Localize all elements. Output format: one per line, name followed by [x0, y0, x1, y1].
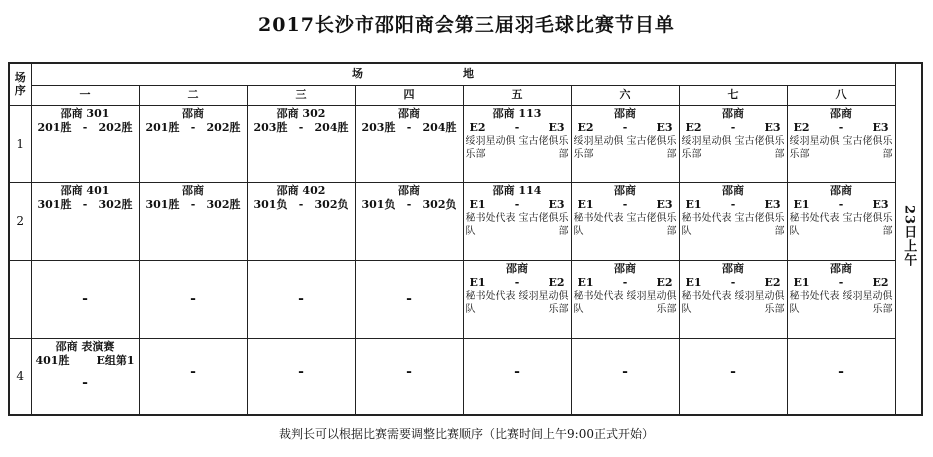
team-left-name: 绥羽星动俱乐部 [573, 135, 624, 160]
match-title: 邵商 [182, 183, 204, 197]
match-cell [787, 105, 895, 182]
match-title: 邵商 301 [60, 106, 110, 120]
team-left: E1 [577, 197, 594, 211]
match-cell [247, 182, 355, 260]
match-title: 邵商 401 [60, 183, 110, 197]
match-teams [572, 276, 679, 290]
vs-dash: - [82, 120, 88, 134]
court-header-row [9, 85, 922, 105]
round-number: 2 [9, 182, 31, 260]
team-right: E3 [548, 197, 565, 211]
vs-dash: - [406, 197, 412, 211]
match-teams [464, 121, 571, 135]
match-title: 邵商 302 [276, 106, 326, 120]
empty-cell: - [247, 260, 355, 338]
team-left-name: 秘书处代表队 [681, 290, 732, 315]
empty-dash: - [622, 363, 628, 380]
team-left: E2 [577, 120, 594, 134]
match-teams [356, 198, 463, 212]
match-teams [32, 198, 139, 212]
vs-dash: - [514, 120, 520, 134]
team-left-name: 绥羽星动俱乐部 [465, 135, 516, 160]
team-right: 204胜 [314, 120, 349, 134]
match-cell [571, 105, 679, 182]
team-names [788, 212, 895, 238]
empty-cell [247, 338, 355, 415]
team-right: E组第1 [96, 353, 135, 367]
footer-note: 裁判长可以根据比赛需要调整比赛顺序（比赛时间上午9:00正式开始） [279, 427, 654, 441]
team-right: 302胜 [98, 197, 133, 211]
match-teams [788, 121, 895, 135]
vs-dash: - [622, 275, 628, 289]
match-teams [572, 198, 679, 212]
vs-dash: - [838, 120, 844, 134]
vs-dash: - [730, 275, 736, 289]
team-names [572, 212, 679, 238]
court-header-3: 三 [247, 85, 355, 105]
team-right: 302负 [422, 197, 457, 211]
team-left-name: 秘书处代表队 [465, 212, 516, 237]
vs-dash: - [622, 197, 628, 211]
match-teams [572, 121, 679, 135]
vs-dash: - [838, 275, 844, 289]
match-title: 邵商 [614, 183, 636, 197]
team-right-name: 绥羽星动俱乐部 [626, 290, 677, 315]
match-title: 邵商 113 [492, 106, 542, 120]
vs-dash: - [82, 197, 88, 211]
team-left-name: 绥羽星动俱乐部 [789, 135, 840, 160]
team-left: E1 [469, 275, 486, 289]
date-label: 23日上午 [901, 205, 917, 268]
match-cell [139, 182, 247, 260]
match-cell [463, 182, 571, 260]
vs-dash: - [514, 197, 520, 211]
team-names [572, 290, 679, 316]
team-right-name: 宝古佬俱乐部 [734, 135, 785, 160]
match-cell [31, 182, 139, 260]
match-teams [788, 198, 895, 212]
match-cell [139, 105, 247, 182]
empty-dash: - [190, 363, 196, 380]
round-number: 4 [9, 338, 31, 415]
team-right: 302胜 [206, 197, 241, 211]
match-teams [356, 121, 463, 135]
team-right-name: 宝古佬俱乐部 [626, 135, 677, 160]
empty-cell: - [139, 260, 247, 338]
vs-dash: - [190, 197, 196, 211]
team-right: 204胜 [422, 120, 457, 134]
team-left: E1 [793, 275, 810, 289]
empty-dash: - [406, 363, 412, 380]
vs-dash: - [730, 197, 736, 211]
exhibition-dash: - [82, 374, 88, 391]
team-right-name: 宝古佬俱乐部 [626, 212, 677, 237]
match-title: 邵商 114 [492, 183, 542, 197]
team-left-name: 秘书处代表队 [789, 290, 840, 315]
match-title: 邵商 [722, 106, 744, 120]
empty-cell: - [355, 260, 463, 338]
venue-label: 场地 [352, 67, 574, 81]
team-right: E3 [872, 197, 889, 211]
team-names [680, 212, 787, 238]
match-teams [680, 198, 787, 212]
empty-dash: - [298, 363, 304, 380]
team-right: E3 [656, 120, 673, 134]
schedule-table [8, 62, 923, 416]
match-cell [679, 105, 787, 182]
team-right: E2 [872, 275, 889, 289]
team-right-name: 宝古佬俱乐部 [842, 212, 893, 237]
team-names [572, 135, 679, 161]
match-cell [463, 260, 571, 338]
empty-cell [463, 338, 571, 415]
court-header-2: 二 [139, 85, 247, 105]
venue-header [31, 63, 895, 85]
match-cell [463, 105, 571, 182]
team-right: E3 [548, 120, 565, 134]
team-right-name: 绥羽星动俱乐部 [518, 290, 569, 315]
team-right: E2 [656, 275, 673, 289]
vs-dash: - [622, 120, 628, 134]
match-teams [32, 121, 139, 135]
team-left: E1 [685, 275, 702, 289]
vs-dash: - [406, 120, 412, 134]
match-title: 邵商 [614, 261, 636, 275]
match-cell [355, 182, 463, 260]
team-names [464, 135, 571, 161]
match-teams [140, 198, 247, 212]
team-left: E1 [577, 275, 594, 289]
round-row-2 [9, 182, 922, 260]
team-names [788, 135, 895, 161]
exhibition-title: 邵商 表演赛 [55, 339, 115, 353]
round-row-1 [9, 105, 922, 182]
team-right-name: 宝古佬俱乐部 [842, 135, 893, 160]
team-names [680, 135, 787, 161]
court-header-7: 七 [679, 85, 787, 105]
round-row-4 [9, 338, 922, 415]
match-teams [788, 276, 895, 290]
match-title: 邵商 [398, 183, 420, 197]
match-teams [248, 198, 355, 212]
team-left: 301负 [361, 197, 396, 211]
round-row-3 [9, 260, 922, 338]
team-left: E1 [685, 197, 702, 211]
match-cell [787, 182, 895, 260]
empty-dash: - [514, 363, 520, 380]
team-left: E1 [469, 197, 486, 211]
match-title: 邵商 [830, 183, 852, 197]
team-right: E3 [764, 120, 781, 134]
team-right: 302负 [314, 197, 349, 211]
match-cell [679, 260, 787, 338]
exhibition-teams [32, 354, 139, 368]
match-title: 邵商 [830, 261, 852, 275]
court-header-5: 五 [463, 85, 571, 105]
team-names [788, 290, 895, 316]
team-right: E3 [764, 197, 781, 211]
match-teams [464, 276, 571, 290]
vs-dash: - [190, 120, 196, 134]
team-right-name: 宝古佬俱乐部 [518, 212, 569, 237]
match-cell [571, 182, 679, 260]
team-left: E2 [793, 120, 810, 134]
match-teams [680, 276, 787, 290]
match-cell [679, 182, 787, 260]
team-left-name: 秘书处代表队 [573, 290, 624, 315]
team-left-name: 绥羽星动俱乐部 [681, 135, 732, 160]
team-left: E2 [685, 120, 702, 134]
match-title: 邵商 [722, 261, 744, 275]
exhibition-cell [31, 338, 139, 415]
round-number: 1 [9, 105, 31, 182]
team-left: 203胜 [253, 120, 288, 134]
team-right: E2 [548, 275, 565, 289]
team-left: 301胜 [37, 197, 72, 211]
vs-dash: - [514, 275, 520, 289]
vs-dash: - [298, 197, 304, 211]
match-teams [248, 121, 355, 135]
court-header-8: 八 [787, 85, 895, 105]
team-right-name: 宝古佬俱乐部 [518, 135, 569, 160]
team-right-name: 宝古佬俱乐部 [734, 212, 785, 237]
match-title: 邵商 [506, 261, 528, 275]
team-left: 203胜 [361, 120, 396, 134]
match-cell [787, 260, 895, 338]
team-names [464, 290, 571, 316]
empty-cell [355, 338, 463, 415]
match-cell [355, 105, 463, 182]
match-title: 邵商 [830, 106, 852, 120]
team-left-name: 秘书处代表队 [681, 212, 732, 237]
court-header-4: 四 [355, 85, 463, 105]
match-teams [464, 198, 571, 212]
team-left: 401胜 [35, 353, 70, 367]
match-title: 邵商 [398, 106, 420, 120]
team-left-name: 秘书处代表队 [789, 212, 840, 237]
team-left-name: 秘书处代表队 [465, 290, 516, 315]
vs-dash: - [838, 197, 844, 211]
vs-dash: - [730, 120, 736, 134]
match-cell [247, 105, 355, 182]
team-right-name: 绥羽星动俱乐部 [842, 290, 893, 315]
empty-dash: - [838, 363, 844, 380]
match-teams [140, 121, 247, 135]
team-left-name: 秘书处代表队 [573, 212, 624, 237]
team-right: 202胜 [206, 120, 241, 134]
match-title: 邵商 [722, 183, 744, 197]
team-right-name: 绥羽星动俱乐部 [734, 290, 785, 315]
empty-cell [139, 338, 247, 415]
team-left: 201胜 [145, 120, 180, 134]
team-left: 301胜 [145, 197, 180, 211]
court-header-1: 一 [31, 85, 139, 105]
team-left: 301负 [253, 197, 288, 211]
match-teams [680, 121, 787, 135]
empty-cell [787, 338, 895, 415]
team-right: E3 [656, 197, 673, 211]
page-title: 2017长沙市邵阳商会第三届羽毛球比赛节目单 [258, 14, 675, 36]
team-right: E2 [764, 275, 781, 289]
row-label-header: 场序 [9, 63, 31, 105]
empty-cell: - [31, 260, 139, 338]
team-names [680, 290, 787, 316]
round-number [9, 260, 31, 338]
empty-cell [571, 338, 679, 415]
team-names [464, 212, 571, 238]
empty-dash: - [730, 363, 736, 380]
team-left: E2 [469, 120, 486, 134]
match-title: 邵商 402 [276, 183, 326, 197]
team-right: E3 [872, 120, 889, 134]
team-left: E1 [793, 197, 810, 211]
team-left: 201胜 [37, 120, 72, 134]
team-right: 202胜 [98, 120, 133, 134]
match-title: 邵商 [614, 106, 636, 120]
match-cell [31, 105, 139, 182]
date-cell [895, 63, 922, 415]
match-cell [571, 260, 679, 338]
empty-cell [679, 338, 787, 415]
match-title: 邵商 [182, 106, 204, 120]
court-header-6: 六 [571, 85, 679, 105]
vs-dash: - [298, 120, 304, 134]
